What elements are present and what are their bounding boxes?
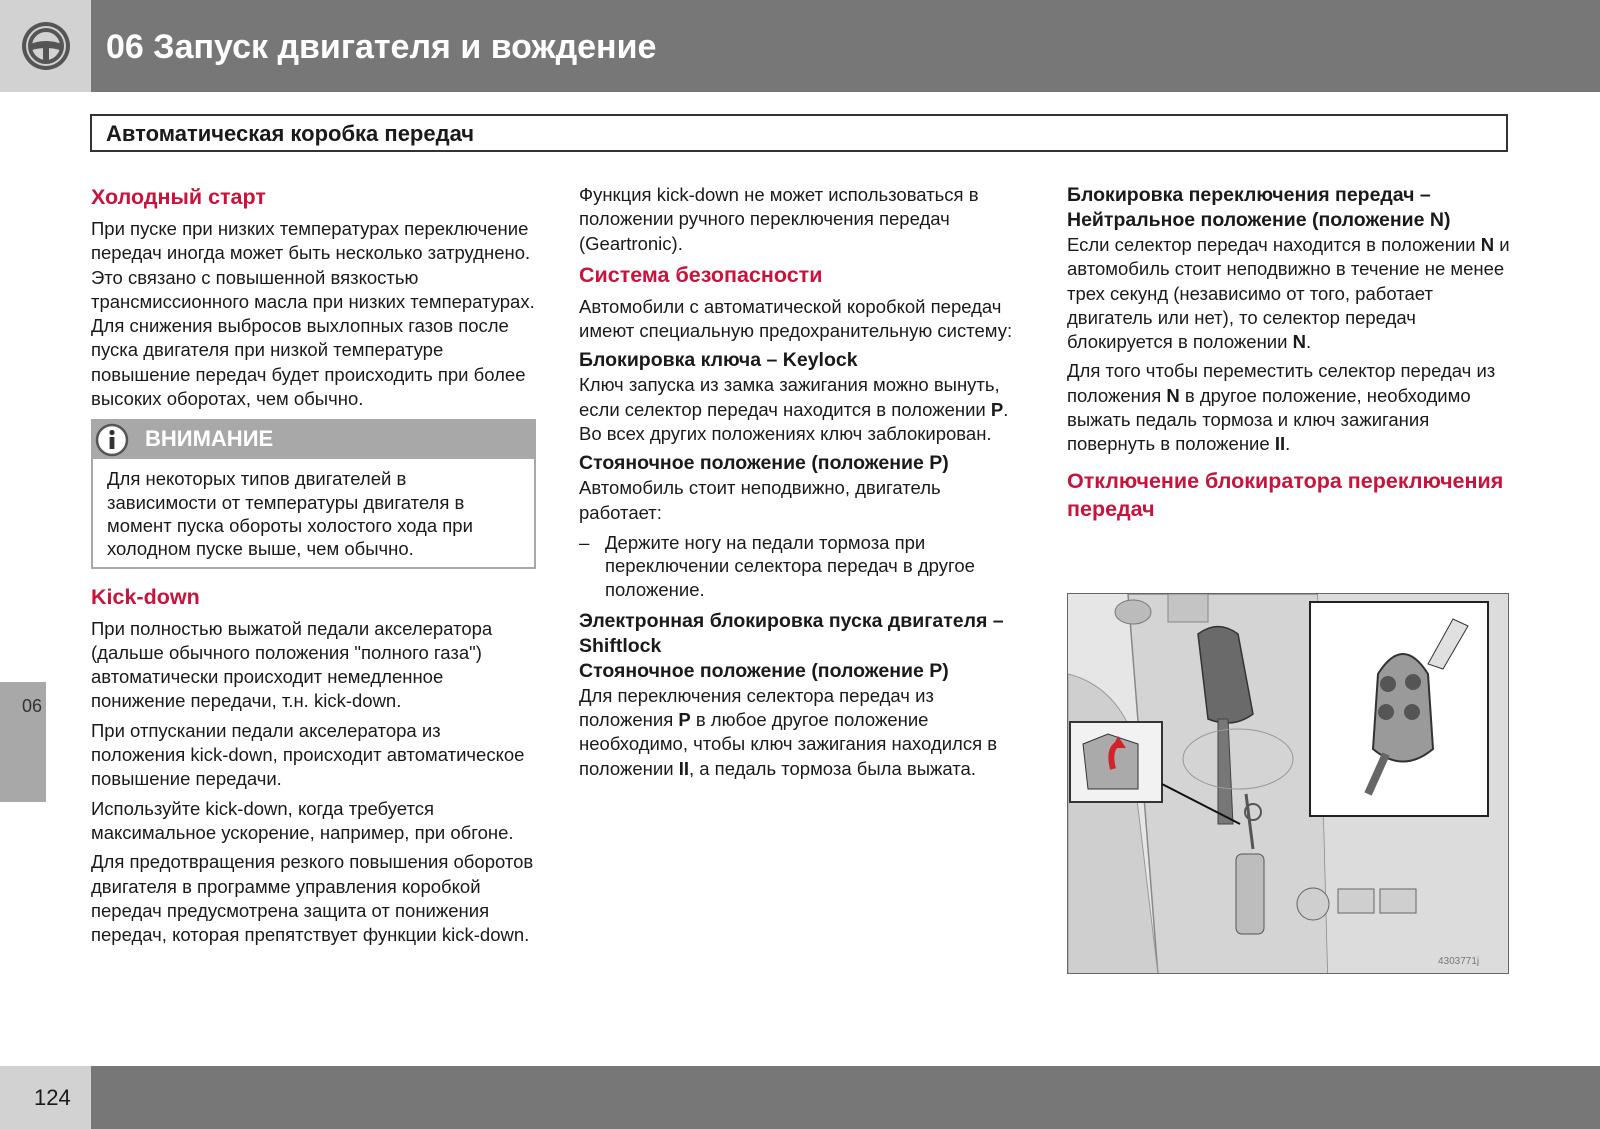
- gear-selector-illustration: [1068, 594, 1509, 974]
- safety-heading: Система безопасности: [579, 262, 823, 287]
- neutral-paragraph-2: Для того чтобы переместить селектор передач из положения N в другое положение, необходимо выжать педаль тормоза и ключ зажигания повернуть в положение II.: [1067, 360, 1496, 455]
- keylock-heading: Блокировка ключа – Keylock: [579, 349, 858, 372]
- notice-box: [91, 419, 536, 568]
- kickdown-paragraph-2: При отпускании педали акселератора из положения kick-down, происходит автоматическое повышение передачи.: [91, 719, 525, 790]
- footer-bar: [0, 1066, 1600, 1129]
- section-title-box: [90, 114, 1508, 152]
- dash-bullet: –: [579, 531, 590, 553]
- neutral-paragraph-1: Если селектор передач находится в положении N и автомобиль стоит неподвижно в течение не менее трех секунд (независимо от того, работает двигатель или нет), то селектор передач блокируется в положении N.: [1067, 234, 1510, 353]
- list-item-text: Держите ногу на педали тормоза при переключении селектора передач в другое положение.: [605, 531, 975, 600]
- parking-text: Автомобиль стоит неподвижно, двигатель работает:: [579, 477, 941, 523]
- kickdown-paragraph-4: Для предотвращения резкого повышения оборотов двигателя в программе управления коробкой передач предусмотрена защита от понижения передач, которая препятствует функции kick-down.: [91, 851, 534, 946]
- page-number: 124: [34, 1085, 71, 1110]
- cold-start-heading: Холодный старт: [91, 185, 266, 209]
- chapter-logo: [0, 0, 91, 92]
- keylock-text: Ключ запуска из замка зажигания можно вынуть, если селектор передач находится в положении P. Во всех других положениях ключ заблокирован.: [579, 374, 1009, 445]
- section-title: Автоматическая коробка передач: [106, 121, 475, 146]
- safety-text: Автомобили с автоматической коробкой передач имеют специальную предохранительную систему:: [579, 295, 1013, 342]
- shiftlock-parking-heading: Стояночное положение (положение P): [579, 659, 949, 682]
- notice-title: ВНИМАНИЕ: [145, 426, 274, 452]
- cold-start-text: При пуске при низких температурах переключение передач иногда может быть несколько затруднено. Это связано с повышенной вязкостью трансмиссионного масла при низких температурах. Для снижения выбросов выхлопных газов после пуска двигателя при низкой температуре повышение передач будет происходить при более высоких оборотах, чем обычно.: [91, 218, 535, 410]
- release-heading: Отключение блокиратора переключения передач: [1067, 468, 1504, 521]
- list-item: [579, 531, 1024, 601]
- chapter-side-tab: [0, 682, 46, 802]
- neutral-heading: Блокировка переключения передач – Нейтральное положение (положение N): [1067, 184, 1451, 231]
- shiftlock-heading: Электронная блокировка пуска двигателя – Shiftlock: [579, 609, 1004, 657]
- notice-text: Для некоторых типов двигателей в зависимости от температуры двигателя в момент пуска обороты холостого хода при холодном пуске выше, чем обычно.: [107, 468, 473, 560]
- notice-header: [93, 421, 534, 459]
- chapter-title: 06 Запуск двигателя и вождение: [106, 28, 657, 66]
- kickdown-paragraph-1: При полностью выжатой педали акселератора (дальше обычного положения "полного газа") автоматически происходит немедленное понижение передачи, т.н. kick-down.: [91, 617, 493, 712]
- kickdown-paragraph-3: Используйте kick-down, когда требуется максимальное ускорение, например, при обгоне.: [91, 797, 514, 843]
- kickdown-geartronic-note: Функция kick-down не может использоваться в положении ручного переключения передач (Geartronic).: [579, 184, 979, 254]
- page-number-box: [0, 1066, 91, 1129]
- steering-wheel-icon: [20, 20, 72, 72]
- kickdown-heading: Kick-down: [91, 584, 200, 609]
- column-3: [1067, 183, 1512, 529]
- shiftlock-release-illustration: [1067, 593, 1509, 974]
- column-1: [91, 183, 536, 952]
- figure-code: 4303771j: [1438, 956, 1480, 967]
- parking-heading: Стояночное положение (положение P): [579, 452, 949, 475]
- info-icon: [95, 423, 129, 457]
- column-2: [579, 183, 1024, 786]
- shiftlock-text: Для переключения селектора передач из положения P в любое другое положение необходимо, чтобы ключ зажигания находился в положении II, а педаль тормоза была выжата.: [579, 684, 998, 779]
- side-tab-label: 06: [22, 696, 43, 716]
